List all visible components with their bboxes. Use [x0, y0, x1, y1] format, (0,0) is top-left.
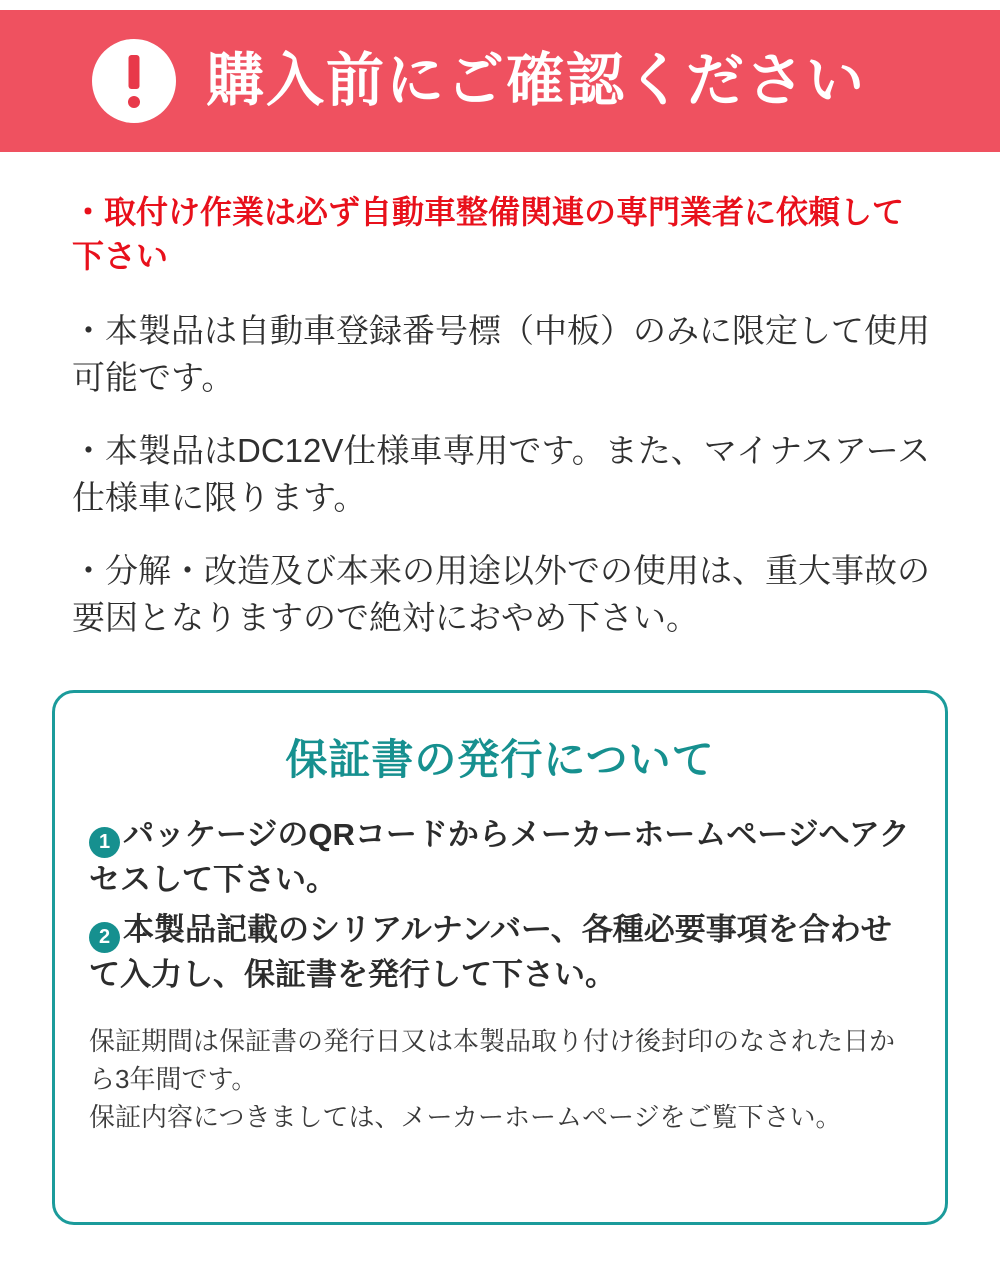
- notice-item-warning: ・取付け作業は必ず自動車整備関連の専門業者に依頼して下さい: [72, 194, 905, 275]
- warranty-note-line: 保証内容につきましては、メーカーホームページをご覧下さい。: [89, 1101, 842, 1132]
- warranty-section: [52, 690, 948, 1225]
- header-banner: [0, 10, 1000, 152]
- warranty-note-line: 保証期間は保証書の発行日又は本製品取り付け後封印のなされた日から3年間です。: [89, 1026, 896, 1094]
- warranty-step-text: 本製品記載のシリアルナンバー、各種必要事項を合わせて入力し、保証書を発行して下さい。: [89, 912, 892, 993]
- exclamation-circle-icon: [92, 39, 176, 123]
- notice-item: ・本製品はDC12V仕様車専用です。また、マイナスアース仕様車に限ります。: [72, 432, 931, 516]
- notice-item: ・本製品は自動車登録番号標（中板）のみに限定して使用可能です。: [72, 312, 930, 397]
- warranty-step: [89, 908, 911, 997]
- page-title: 購入前にご確認ください: [206, 48, 867, 113]
- warranty-step: [89, 813, 911, 902]
- step-number-2: 2: [89, 922, 120, 953]
- warranty-notes: [89, 1023, 911, 1137]
- notice-item: ・分解・改造及び本来の用途以外での使用は、重大事故の要因となりますので絶対におやめ下さい。: [72, 551, 930, 636]
- step-number-1: 1: [89, 827, 120, 858]
- notice-list: [72, 190, 932, 667]
- warranty-step-text: パッケージのQRコードからメーカーホームページへアクセスして下さい。: [89, 817, 910, 897]
- warranty-title: 保証書の発行について: [285, 736, 715, 783]
- exclamation-bar: [129, 55, 140, 89]
- exclamation-dot: [128, 96, 140, 108]
